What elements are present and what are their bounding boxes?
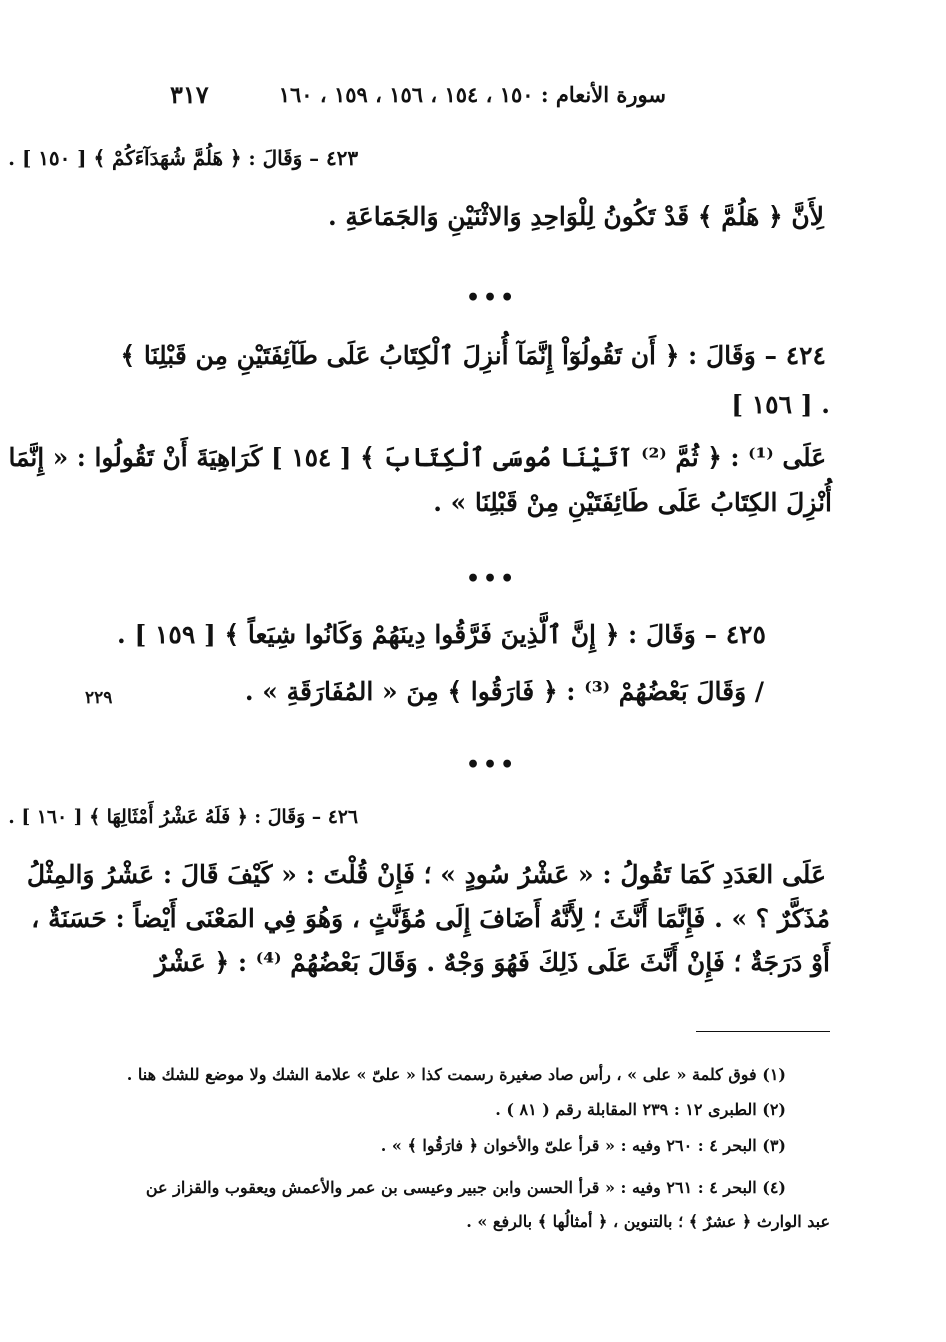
entry-424-text-line: عَلَى ⁽¹⁾ : ﴿ ثُمَّ ⁽²⁾ آتَيْنَا مُوسَى ٱلْكِتَابَ ﴾ [ ١٥٤ ] كَرَاهِيَةَ أَنْ تَقُولُوا : « إِنَّمَا: [8, 443, 826, 472]
entry-424-text-line: أُنْزِلَ الكِتَابُ عَلَى طَائِفَتَيْنِ مِنْ قَبْلِنَا » .: [433, 488, 832, 517]
entry-424-verse-number: [ ١٥٦ ] .: [731, 390, 830, 419]
footnote-2: (٢) الطبرى ١٢ : ٢٣٩ المقابلة رقم ( ٨١ ) .: [495, 1100, 786, 1119]
entry-424-heading: ٤٢٤ – وَقَالَ : ﴿ أَن تَقُولُوٓاْ إِنَّمَآ أُنزِلَ ٱلْكِتَابُ عَلَى طَآئِفَتَيْنِ مِن قَبْلِنَا ﴾: [120, 341, 826, 370]
manuscript-folio-marker: ٢٢٩: [85, 688, 113, 708]
footnote-4-continued: عبد الوارث ﴿ عشرٌ ﴾ ؛ بالتنوين ، ﴿ أمثالُها ﴾ بالرفع » .: [466, 1212, 830, 1231]
entry-425-heading: ٤٢٥ – وَقَالَ : ﴿ إِنَّ ٱلَّذِينَ فَرَّقُوا دِينَهُمْ وَكَانُوا شِيَعاً ﴾ [ ١٥٩ ] .: [117, 620, 766, 649]
entry-426-heading: ٤٢٦ – وَقَالَ : ﴿ فَلَهُ عَشْرُ أَمْثَالِهَا ﴾ [ ١٦٠ ] .: [8, 806, 358, 828]
section-separator: •••: [466, 566, 518, 592]
entry-423-text: لِأَنَّ ﴿ هَلُمَّ ﴾ قَدْ تَكُونُ لِلْوَاحِدِ وَالاثْنَيْنِ وَالجَمَاعَةِ .: [327, 202, 824, 231]
footnote-3: (٣) البحر ٤ : ٢٦٠ وفيه : « قرأ علىّ والأخوان ﴿ فارَقُوا ﴾ » .: [380, 1136, 786, 1155]
section-separator: •••: [466, 285, 518, 311]
page-number: ٣١٧: [170, 80, 209, 109]
entry-426-text-line: أَوْ دَرَجَةٌ ؛ فَإِنْ أَنَّثَ عَلَى ذَلِكَ فَهُوَ وَجْهٌ . وَقَالَ بَعْضُهُمْ ⁽⁴⁾ : ﴿ عَشْرٌ: [154, 948, 830, 977]
entry-426-text-line: عَلَى العَدَدِ كَمَا تَقُولُ : « عَشْرُ سُودٍ » ؛ فَإِنْ قُلْتَ : « كَيْفَ قَالَ : عَشْرُ وَالمِثْلُ: [26, 860, 826, 889]
footnote-1: (١) فوق كلمة « على » ، رأس صاد صغيرة رسمت كذا « علىّ » علامة الشك ولا موضع للشك هنا .: [126, 1065, 786, 1084]
section-separator: •••: [466, 752, 518, 778]
footnote-4: (٤) البحر ٤ : ٢٦١ وفيه : « قرأ الحسن وابن جبير وعيسى بن عمر والأعمش ويعقوب والقزاز عن: [145, 1178, 786, 1197]
entry-423-heading: ٤٢٣ – وَقَالَ : ﴿ هَلُمَّ شُهَدَآءَكُمْ ﴾ [ ١٥٠ ] .: [8, 146, 358, 170]
footnote-separator: [696, 1031, 830, 1032]
entry-425-text: / وَقَالَ بَعْضُهُمْ ⁽³⁾ : ﴿ فَارَقُوا ﴾ مِنَ « المُفَارَقَةِ » .: [244, 677, 764, 706]
entry-426-text-line: مُذَكَّرٌ ؟ » . فَإِنَّمَا أَنَّثَ ؛ لِأَنَّهُ أَضَافَ إِلَى مُؤَنَّثٍ ، وَهُوَ فِي المَعْنَى أَيْضاً : حَسَنَةٌ ،: [31, 904, 830, 933]
running-header-title: سورة الأنعام : ١٥٠ ، ١٥٤ ، ١٥٦ ، ١٥٩ ، ١٦٠: [278, 82, 666, 107]
